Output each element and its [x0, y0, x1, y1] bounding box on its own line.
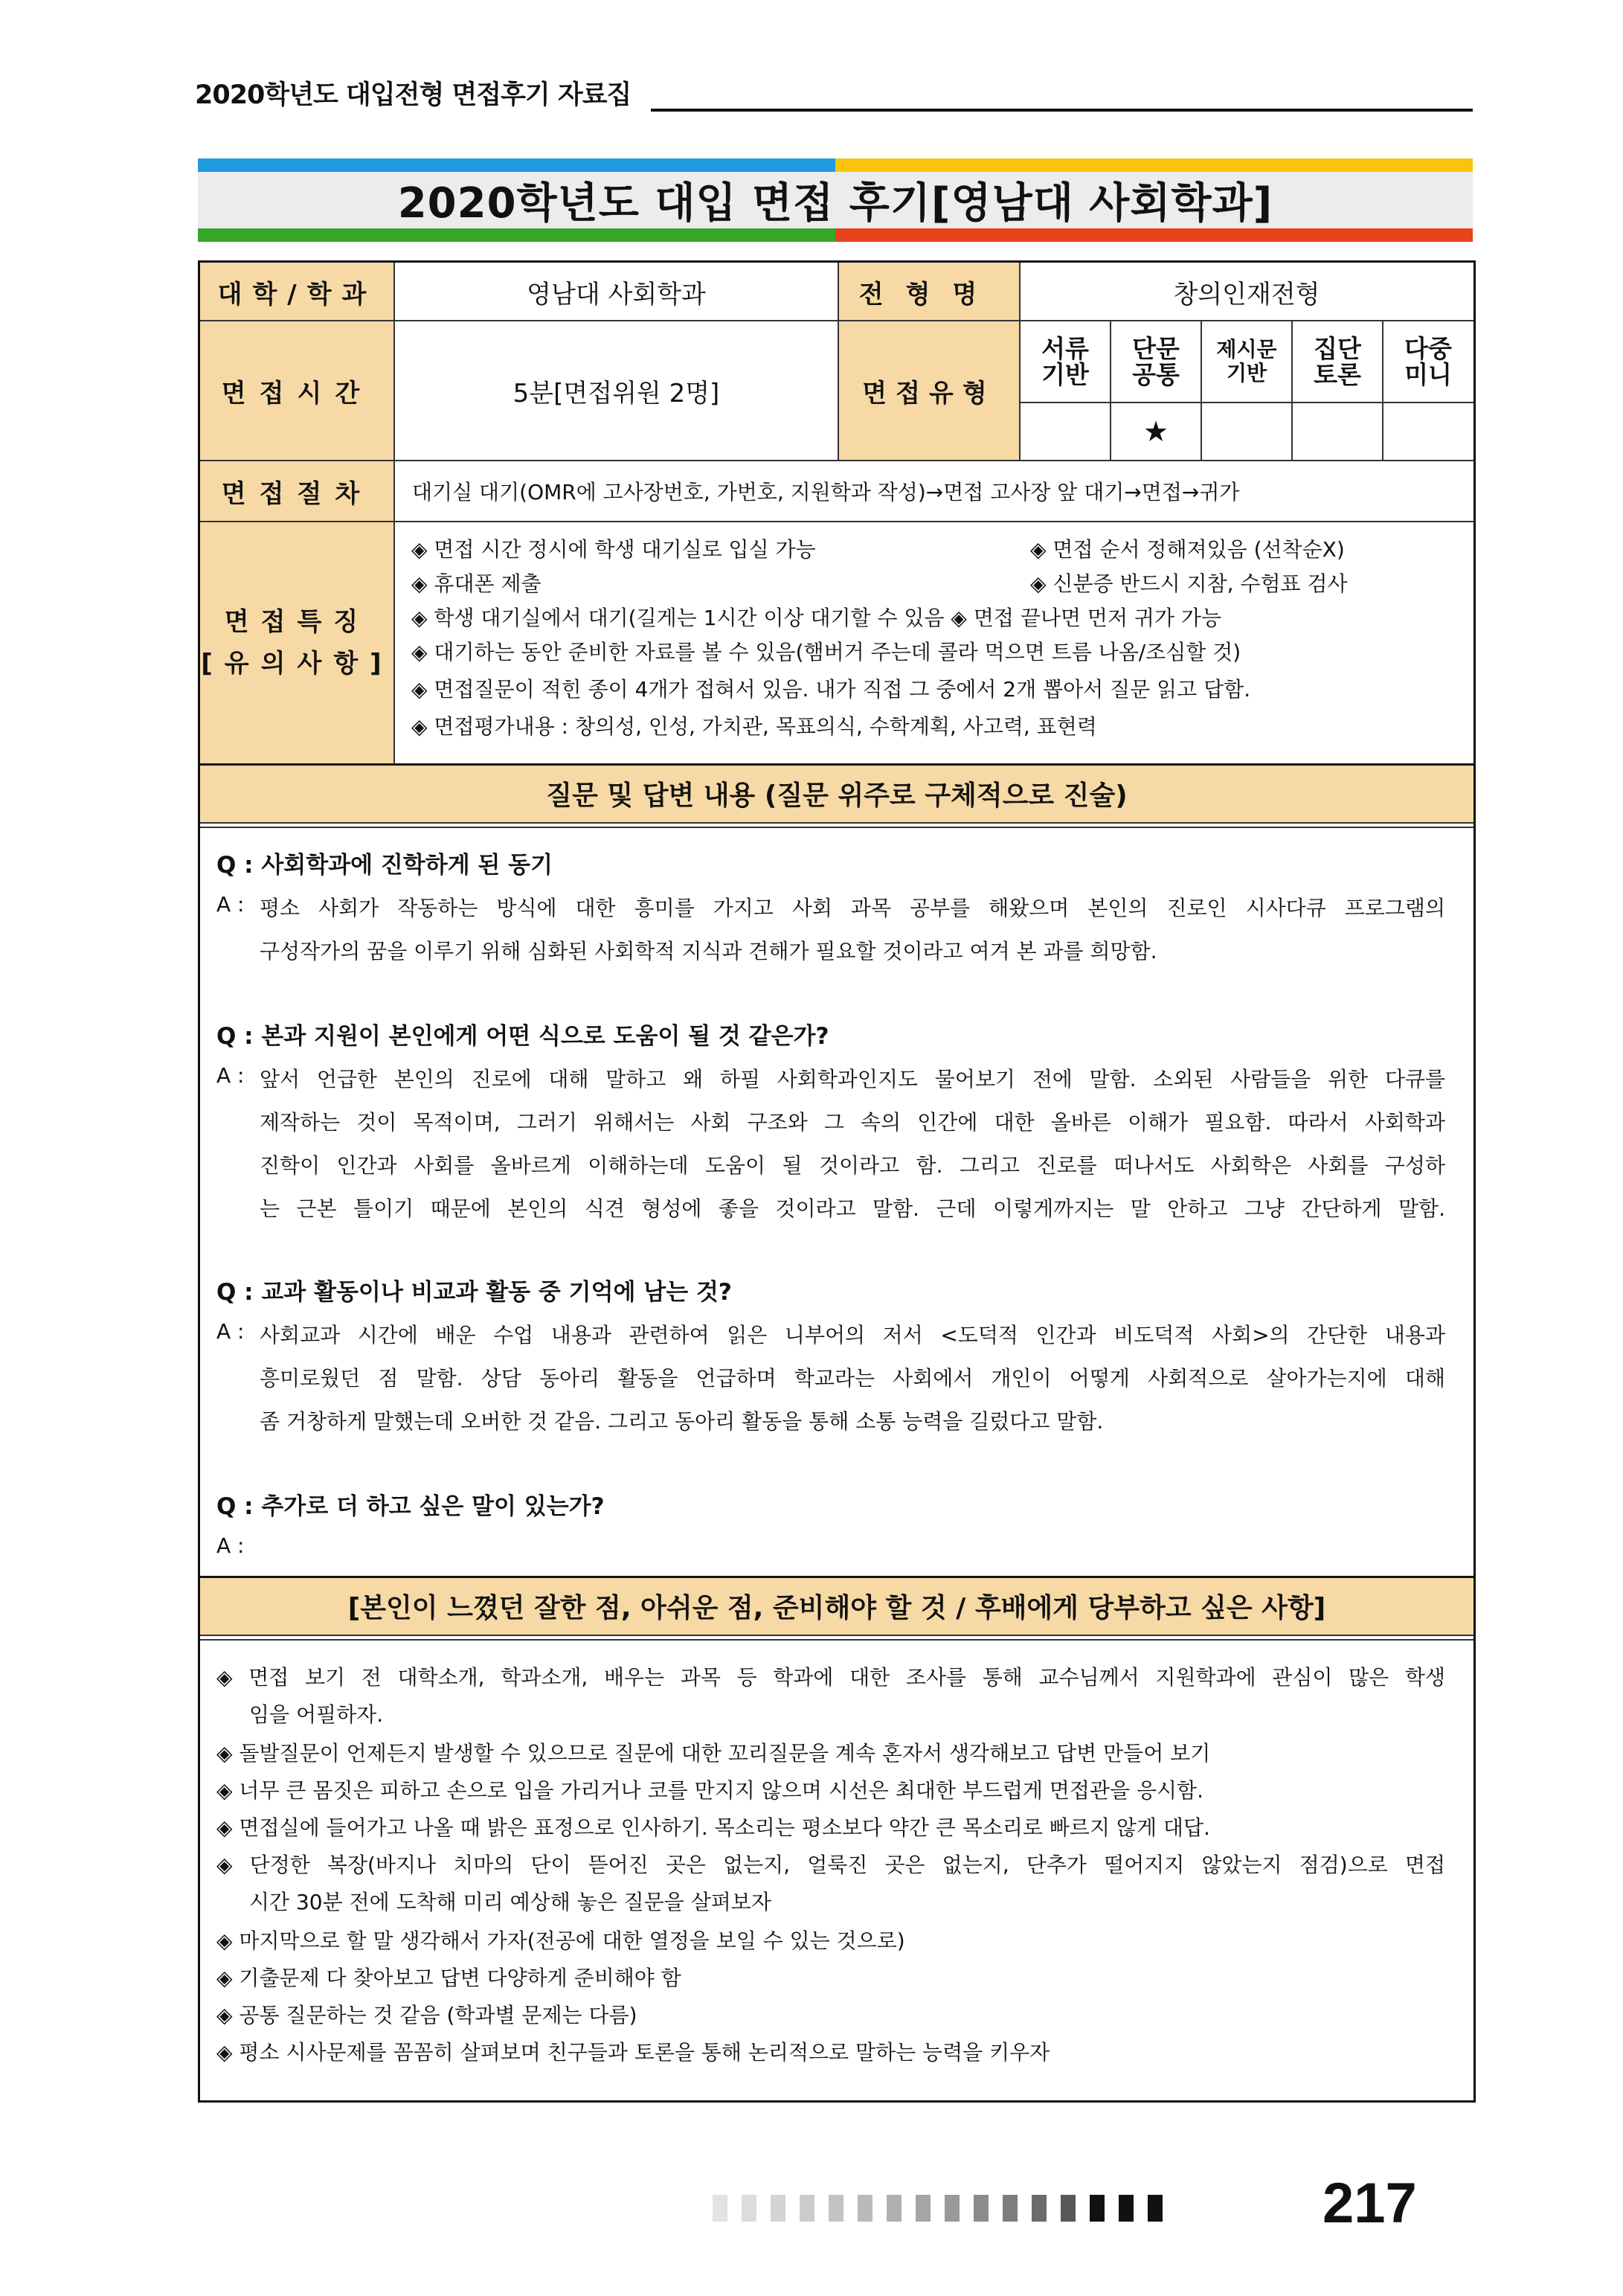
footer-square [974, 2195, 989, 2222]
grid-line [200, 1635, 1473, 1636]
grid-line [1110, 321, 1111, 461]
question: Q : 교과 활동이나 비교과 활동 중 기억에 남는 것? [216, 1279, 732, 1306]
question: Q : 본과 지원이 본인에게 어떤 식으로 도움이 될 것 같은가? [216, 1023, 829, 1050]
feature-item: ◈ 면접평가내용 : 창의성, 인성, 가치관, 목표의식, 수학계획, 사고력, 표현력 [411, 714, 1097, 739]
tip-item: ◈ 공통 질문하는 것 같음 (학과별 문제는 다름) [216, 2003, 637, 2027]
grid-line [200, 460, 1473, 461]
procedure-value: 대기실 대기(OMR에 고사장번호, 가번호, 지원학과 작성)→면접 고사장 앞 대기→면접→귀가 [412, 480, 1240, 504]
running-header: 2020학년도 대입전형 면접후기 자료집 [195, 80, 631, 110]
grid-line [200, 763, 1473, 766]
answer-line: 앞서 언급한 본인의 진로에 대해 말하고 왜 하필 사회학과인지도 물어보기 전에 말함. 소외된 사람들을 위한 다큐를 [260, 1067, 1445, 1091]
banner-bar-green [198, 228, 835, 242]
feature-item: ◈ 면접질문이 적힌 종이 4개가 접혀서 있음. 내가 직접 그 중에서 2개 뽑아서 질문 읽고 답함. [411, 677, 1251, 702]
footer-square [1148, 2195, 1163, 2222]
admission-label: 전형명 [838, 263, 1020, 321]
footer-square [1032, 2195, 1047, 2222]
grid-line [200, 521, 1473, 522]
grid-line [200, 320, 1473, 321]
type-head-line: 단문 [1132, 334, 1180, 363]
answer-prefix: A : [216, 892, 245, 917]
tip-item: ◈ 기출문제 다 찾아보고 답변 다양하게 준비해야 함 [216, 1966, 681, 1990]
footer-square [1119, 2195, 1134, 2222]
univ-dept-value: 영남대 사회학과 [527, 279, 706, 310]
type-head-line: 서류 [1041, 334, 1089, 363]
grid-line [838, 263, 839, 461]
answer-prefix: A : [216, 1063, 245, 1088]
feature-item: ◈ 신분증 반드시 지참, 수험표 검사 [1030, 571, 1348, 596]
footer-square [916, 2195, 931, 2222]
answer-line: 진학이 인간과 사회를 올바르게 이해하는데 도움이 될 것이라고 함. 그리고 진로를 떠나서도 사회학은 사회를 구성하 [260, 1153, 1445, 1178]
univ-dept-label: 대학/학과 [200, 263, 394, 321]
type-label: 면접유형 [838, 321, 1020, 461]
grid-line [200, 1639, 1473, 1641]
tip-item: ◈ 돌발질문이 언제든지 발생할 수 있으므로 질문에 대한 꼬리질문을 계속 혼자서 생각해보고 답변 만들어 보기 [216, 1741, 1211, 1766]
type-head-line: 집단 [1314, 334, 1361, 363]
type-head-line: 공통 [1132, 360, 1180, 389]
header-rule [651, 109, 1473, 112]
page-title-suffix: [영남대 사회학과] [931, 179, 1273, 228]
grid-line [1201, 321, 1202, 461]
feature-item: ◈ 학생 대기실에서 대기(길게는 1시간 이상 대기할 수 있음 ◈ 면접 끝나면 먼저 귀가 가능 [411, 606, 1221, 630]
answer-line: 는 근본 틀이기 때문에 본인의 식견 형성에 좋을 것이라고 말함. 근데 이렇게까지는 말 안하고 그냥 간단하게 말함. [260, 1196, 1445, 1221]
banner-bar-red [835, 228, 1473, 242]
tip-item: ◈ 면접 보기 전 대학소개, 학과소개, 배우는 과목 등 학과에 대한 조사를 통해 교수님께서 지원학과에 관심이 많은 학생 [216, 1665, 1445, 1690]
page-title [398, 170, 1273, 230]
question: Q : 추가로 더 하고 싶은 말이 있는가? [216, 1493, 605, 1520]
footer-square [1090, 2195, 1105, 2222]
qa-header: 질문 및 답변 내용 (질문 위주로 구체적으로 진술) [200, 764, 1473, 822]
answer-line: 제작하는 것이 목적이며, 그러기 위해서는 사회 구조와 그 속의 인간에 대한 올바른 이해가 필요함. 따라서 사회학과 [260, 1110, 1445, 1135]
tip-item-continuation: 시간 30분 전에 도착해 미리 예상해 놓은 질문을 살펴보자 [249, 1890, 771, 1914]
footer-square [858, 2195, 872, 2222]
answer-line: 좀 거창하게 말했는데 오버한 것 같음. 그리고 동아리 활동을 통해 소통 능력을 길렀다고 말함. [260, 1409, 1104, 1434]
features-label [200, 522, 394, 764]
tip-item: ◈ 마지막으로 할 말 생각해서 가자(전공에 대한 열정을 보일 수 있는 것으로) [216, 1928, 905, 1953]
feature-item: ◈ 휴대폰 제출 [411, 571, 541, 596]
page-number: 217 [1322, 2172, 1417, 2235]
tip-item: ◈ 평소 시사문제를 꼼꼼히 살펴보며 친구들과 토론을 통해 논리적으로 말하는 능력을 키우자 [216, 2040, 1050, 2065]
feature-item: ◈ 면접 순서 정해져있음 (선착순X) [1030, 537, 1345, 562]
answer-line: 구성작가의 꿈을 이루기 위해 심화된 사회학적 지식과 견해가 필요할 것이라고 여겨 본 과를 희망함. [260, 939, 1157, 963]
grid-line [1291, 321, 1293, 461]
admission-value: 창의인재전형 [1173, 279, 1320, 310]
grid-line [200, 822, 1473, 824]
feature-item: ◈ 면접 시간 정시에 학생 대기실로 입실 가능 [411, 537, 816, 562]
type-mark-group-debate [1292, 403, 1383, 461]
answer-line: 평소 사회가 작동하는 방식에 대한 흥미를 가지고 사회 과목 공부를 해왔으며 본인의 진로인 시사다큐 프로그램의 [260, 896, 1445, 920]
footer-square [829, 2195, 843, 2222]
review-form [198, 260, 1476, 2103]
tip-item: ◈ 면접실에 들어가고 나올 때 밝은 표정으로 인사하기. 목소리는 평소보다 약간 큰 목소리로 빠르지 않게 대답. [216, 1815, 1210, 1840]
feature-item: ◈ 대기하는 동안 준비한 자료를 볼 수 있음(햄버거 주는데 콜라 먹으면 트름 나옴/조심할 것) [411, 640, 1241, 664]
type-head-passage [1201, 321, 1292, 403]
answer-prefix: A : [216, 1319, 245, 1344]
grid-line [1019, 263, 1021, 461]
procedure-label: 면접절차 [200, 461, 394, 522]
footer-square [945, 2195, 960, 2222]
type-head-multi-mini [1383, 321, 1473, 403]
type-mark-short-common: ★ [1142, 415, 1169, 448]
tip-item: ◈ 너무 큰 몸짓은 피하고 손으로 입을 가리거나 코를 만지지 않으며 시선은 최대한 부드럽게 면접관을 응시함. [216, 1778, 1204, 1803]
footer-gradient-squares [713, 2195, 1163, 2222]
type-head-document [1020, 321, 1111, 403]
features-label-line2: [유의사항] [201, 649, 393, 679]
type-mark-document [1020, 403, 1111, 461]
type-mark-passage [1201, 403, 1292, 461]
footer-square [713, 2195, 727, 2222]
footer-square [1003, 2195, 1018, 2222]
footer-square [1061, 2195, 1076, 2222]
type-head-line: 기반 [1041, 360, 1089, 389]
time-label: 면접시간 [200, 321, 394, 461]
footer-square [800, 2195, 814, 2222]
grid-line [1382, 321, 1383, 461]
grid-line [200, 1576, 1473, 1578]
banner-title-area [198, 172, 1473, 228]
time-value: 5분[면접위원 2명] [512, 378, 720, 408]
grid-line [393, 263, 395, 764]
type-head-line: 기반 [1226, 361, 1267, 385]
type-head-line: 제시문 [1216, 337, 1277, 362]
title-banner [198, 158, 1473, 242]
type-head-group-debate [1292, 321, 1383, 403]
type-head-short-common [1111, 321, 1201, 403]
question: Q : 사회학과에 진학하게 된 동기 [216, 852, 553, 879]
tip-item-continuation: 임을 어필하자. [249, 1702, 384, 1727]
footer-square [887, 2195, 902, 2222]
answer-prefix: A : [216, 1533, 245, 1558]
type-head-line: 토론 [1314, 360, 1361, 389]
features-label-line1: 면접특징 [224, 607, 370, 637]
footer-square [771, 2195, 785, 2222]
type-head-line: 미니 [1404, 360, 1452, 389]
type-head-line: 다중 [1404, 334, 1452, 363]
answer-line: 흥미로웠던 점 말함. 상담 동아리 활동을 언급하며 학교라는 사회에서 개인이 어떻게 사회적으로 살아가는지에 대해 [260, 1366, 1445, 1391]
tips-header: [본인이 느꼈던 잘한 점, 아쉬운 점, 준비해야 할 것 / 후배에게 당부하고 싶은 사항] [200, 1577, 1473, 1635]
grid-line [1020, 402, 1473, 403]
type-mark-multi-mini [1383, 403, 1473, 461]
answer-line: 사회교과 시간에 배운 수업 내용과 관련하여 읽은 니부어의 저서 <도덕적 인간과 비도덕적 사회>의 간단한 내용과 [260, 1323, 1445, 1347]
page-title-main: 2020학년도 대입 면접 후기 [397, 179, 931, 228]
footer-square [742, 2195, 756, 2222]
grid-line [200, 827, 1473, 828]
tip-item: ◈ 단정한 복장(바지나 치마의 단이 뜯어진 곳은 없는지, 얼룩진 곳은 없는지, 단추가 떨어지지 않았는지 점검)으로 면접 [216, 1853, 1445, 1877]
